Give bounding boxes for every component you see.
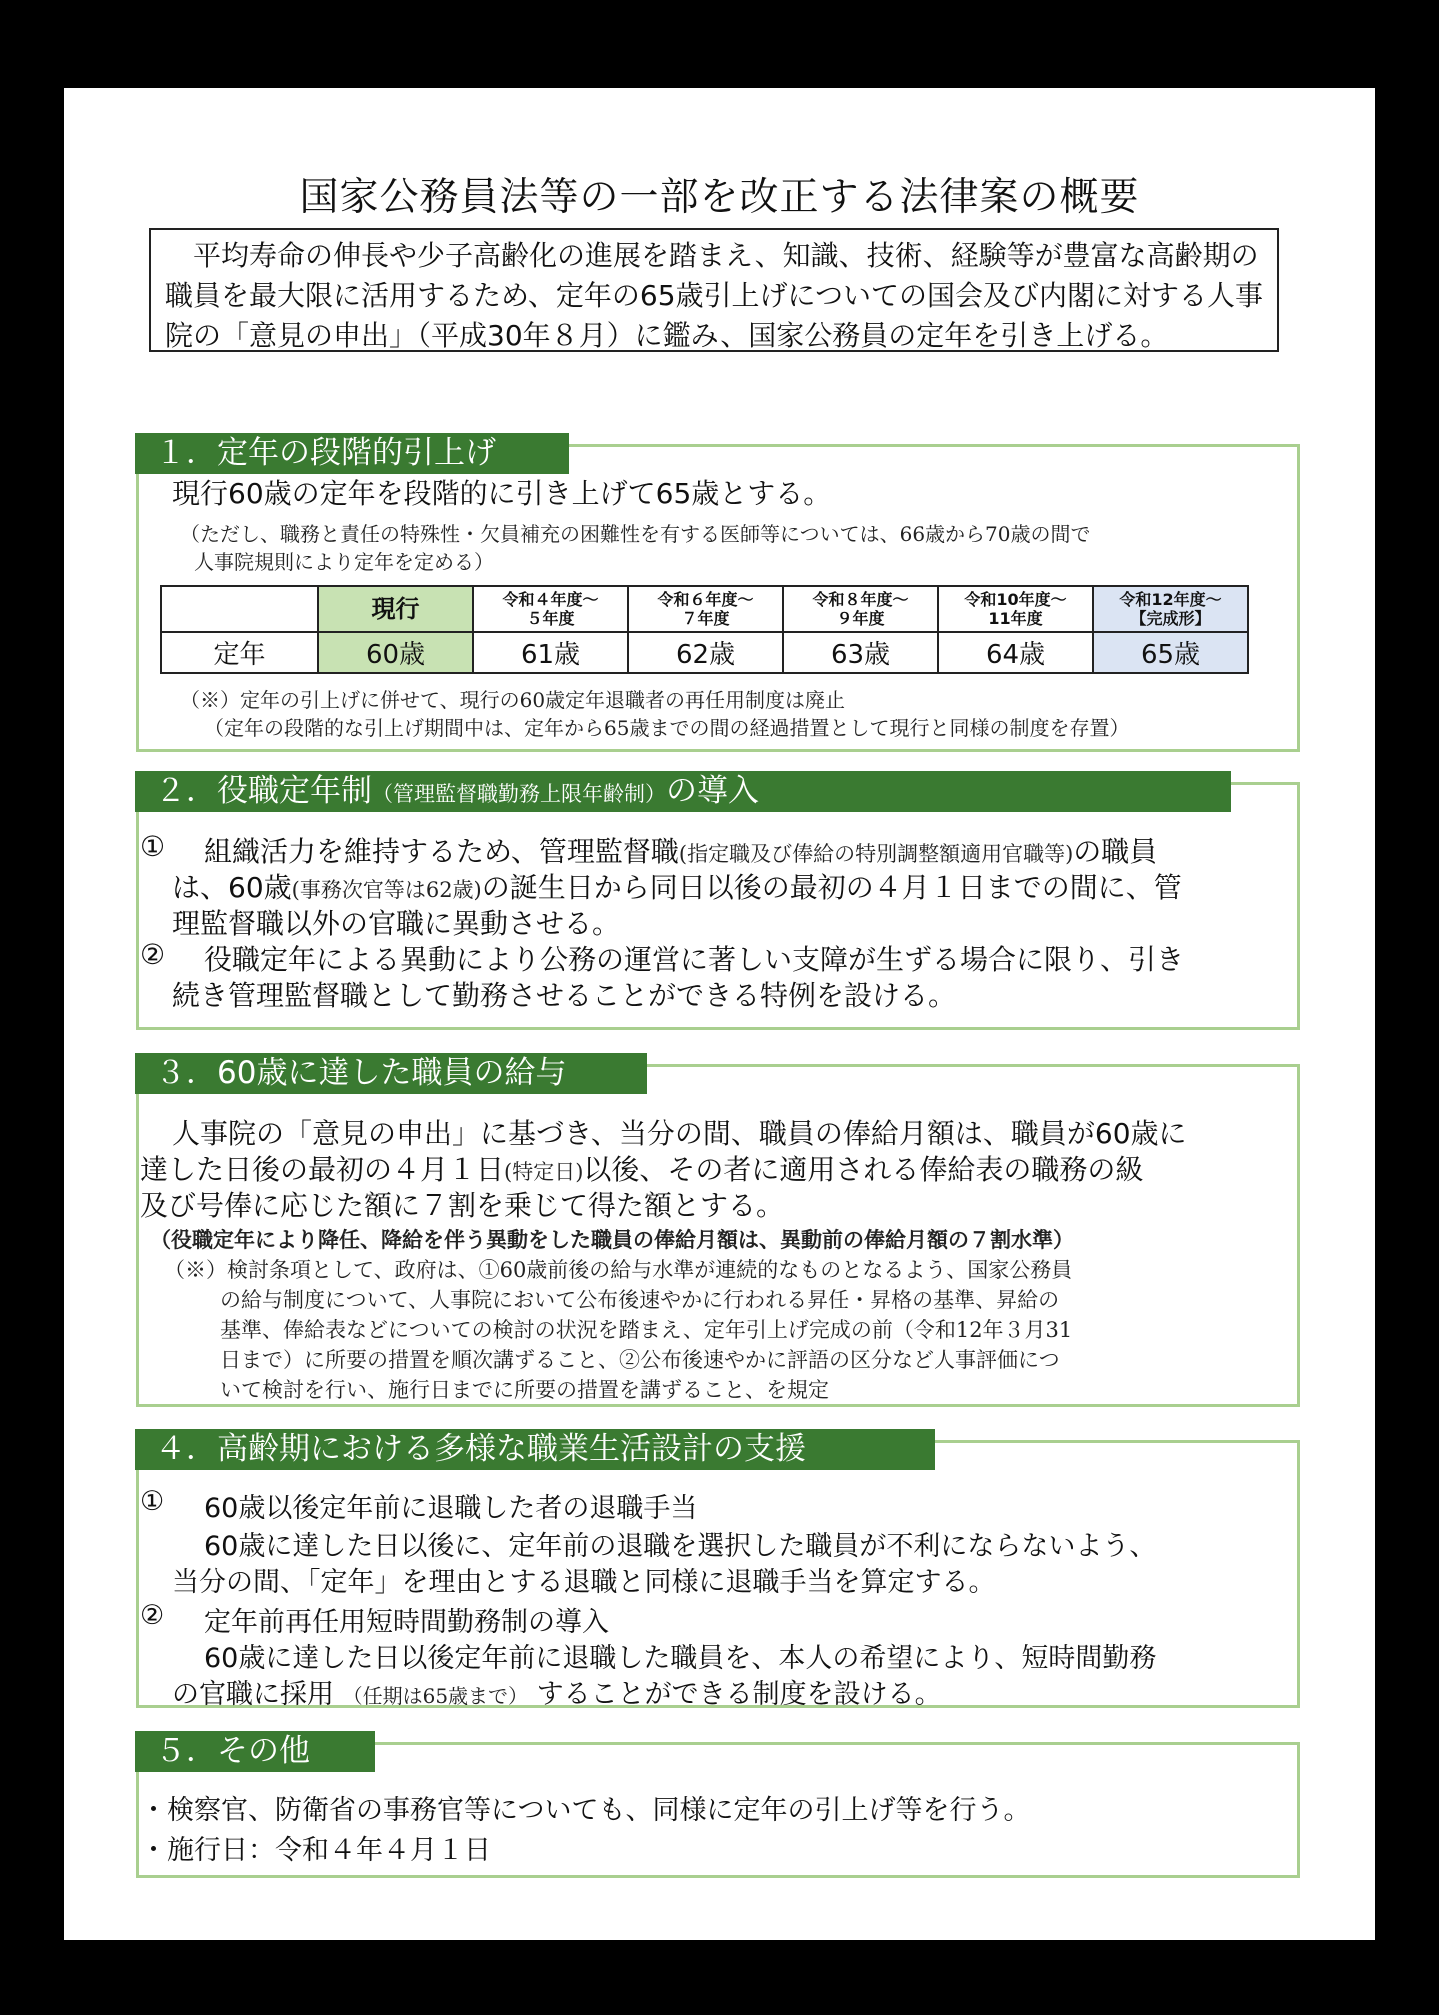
section-4-heading: ４．高齢期における多様な職業生活設計の支援 (135, 1429, 935, 1470)
section-1-note-line2: 人事院規則により定年を定める） (194, 550, 494, 574)
section-2-item-1-number: ① (140, 830, 166, 863)
section-2-item-2-number: ② (140, 938, 166, 971)
table-header-row (161, 586, 1248, 632)
table-cell: 60歳 (318, 632, 473, 673)
table-header-r6: 令和６年度～ ７年度 (628, 586, 783, 632)
section-3-line1: 人事院の「意見の申出」に基づき、当分の間、職員の俸給月額は、職員が60歳に (172, 1117, 1187, 1150)
section-4-item-2-line2: の官職に採用 （任期は65歳まで） することができる制度を設ける。 (172, 1679, 942, 1710)
table-header-blank (161, 586, 318, 632)
section-2-item-2-line2: 続き管理監督職として勤務させることができる特例を設ける。 (172, 979, 957, 1012)
section-2-item-1-line1: 組織活力を維持するため、管理監督職(指定職及び俸給の特別調整額適用官職等)の職員 (204, 835, 1158, 868)
section-3-note-2: の給与制度について、人事院において公布後速やかに行われる昇任・昇格の基準、昇給の (220, 1288, 1060, 1312)
table-cell: 65歳 (1093, 632, 1248, 673)
section-4-item-1-number: ① (140, 1486, 165, 1517)
section-2-item-1-line3: 理監督職以外の官職に異動させる。 (172, 907, 621, 940)
section-1-footnote-2: （定年の段階的な引上げ期間中は、定年から65歳までの間の経過措置として現行と同様の制度を存置） (204, 716, 1130, 740)
document-page (64, 88, 1375, 1940)
table-header-r4: 令和４年度～ ５年度 (473, 586, 628, 632)
section-3-note-1: （※）検討条項として、政府は、①60歳前後の給与水準が連続的なものとなるよう、国家公務員 (164, 1258, 1073, 1282)
section-1-note-line1: （ただし、職務と責任の特殊性・欠員補充の困難性を有する医師等については、66歳から70歳の間で (180, 522, 1091, 546)
section-4-item-2-line1: 60歳に達した日以後定年前に退職した職員を、本人の希望により、短時間勤務 (204, 1643, 1157, 1674)
retirement-age-table (160, 585, 1249, 674)
section-2-heading: ２．役職定年制（管理監督職勤務上限年齢制）の導入 (135, 771, 1231, 812)
section-4-item-2-number: ② (140, 1600, 165, 1631)
section-3-note-3: 基準、俸給表などについての検討の状況を踏まえ、定年引上げ完成の前（令和12年３月31 (220, 1318, 1073, 1342)
table-cell: 64歳 (938, 632, 1093, 673)
table-cell: 61歳 (473, 632, 628, 673)
table-header-r10: 令和10年度～ 11年度 (938, 586, 1093, 632)
table-header-r12: 令和12年度～ 【完成形】 (1093, 586, 1248, 632)
section-4-item-1-line1: 60歳に達した日以後に、定年前の退職を選択した職員が不利にならないよう、 (204, 1531, 1157, 1562)
table-row-label: 定年 (161, 632, 318, 673)
section-4-item-1-title: 60歳以後定年前に退職した者の退職手当 (204, 1493, 698, 1524)
section-4-item-2-title: 定年前再任用短時間勤務制の導入 (204, 1607, 609, 1638)
page-title: 国家公務員法等の一部を改正する法律案の概要 (299, 175, 1140, 220)
section-4-item-1-line2: 当分の間、「定年」を理由とする退職と同様に退職手当を算定する。 (172, 1567, 996, 1598)
table-header-r8: 令和８年度～ ９年度 (783, 586, 938, 632)
section-5-heading: ５．その他 (135, 1731, 375, 1772)
table-row (161, 632, 1248, 673)
section-5-line2: ・施行日：令和４年４月１日 (140, 1835, 491, 1866)
section-3-note-4: 日まで）に所要の措置を順次講ずること、②公布後速やかに評語の区分など人事評価につ (220, 1348, 1060, 1372)
section-5-line1: ・検察官、防衛省の事務官等についても、同様に定年の引上げ等を行う。 (140, 1795, 1031, 1826)
section-1-footnote-1: （※）定年の引上げに併せて、現行の60歳定年退職者の再任用制度は廃止 (180, 688, 846, 712)
table-cell: 63歳 (783, 632, 938, 673)
section-1-heading: １．定年の段階的引上げ (135, 433, 569, 474)
section-2-item-1-line2: は、60歳(事務次官等は62歳)の誕生日から同日以後の最初の４月１日までの間に、管 (172, 871, 1182, 904)
table-header-current: 現行 (318, 586, 473, 632)
section-3-note-5: いて検討を行い、施行日までに所要の措置を講ずること、を規定 (220, 1378, 829, 1402)
section-3-heading: ３．60歳に達した職員の給与 (135, 1053, 647, 1094)
section-3-line2: 達した日後の最初の４月１日(特定日)以後、その者に適用される俸給表の職務の級 (140, 1153, 1144, 1186)
section-3-line4: （役職定年により降任、降給を伴う異動をした職員の俸給月額は、異動前の俸給月額の７割水準） (150, 1227, 1074, 1252)
intro-box: 平均寿命の伸長や少子高齢化の進展を踏まえ、知識、技術、経験等が豊富な高齢期の職員を最大限に活用するため、定年の65歳引上げについての国会及び内閣に対する人事院の「意見の申出」（平成30年８月）に鑑み、国家公務員の定年を引き上げる。 (149, 228, 1279, 352)
section-3-line3: 及び号俸に応じた額に７割を乗じて得た額とする。 (140, 1189, 785, 1222)
section-2-item-2-line1: 役職定年による異動により公務の運営に著しい支障が生ずる場合に限り、引き (204, 943, 1185, 976)
section-1-lead: 現行60歳の定年を段階的に引き上げて65歳とする。 (172, 477, 832, 510)
table-cell: 62歳 (628, 632, 783, 673)
